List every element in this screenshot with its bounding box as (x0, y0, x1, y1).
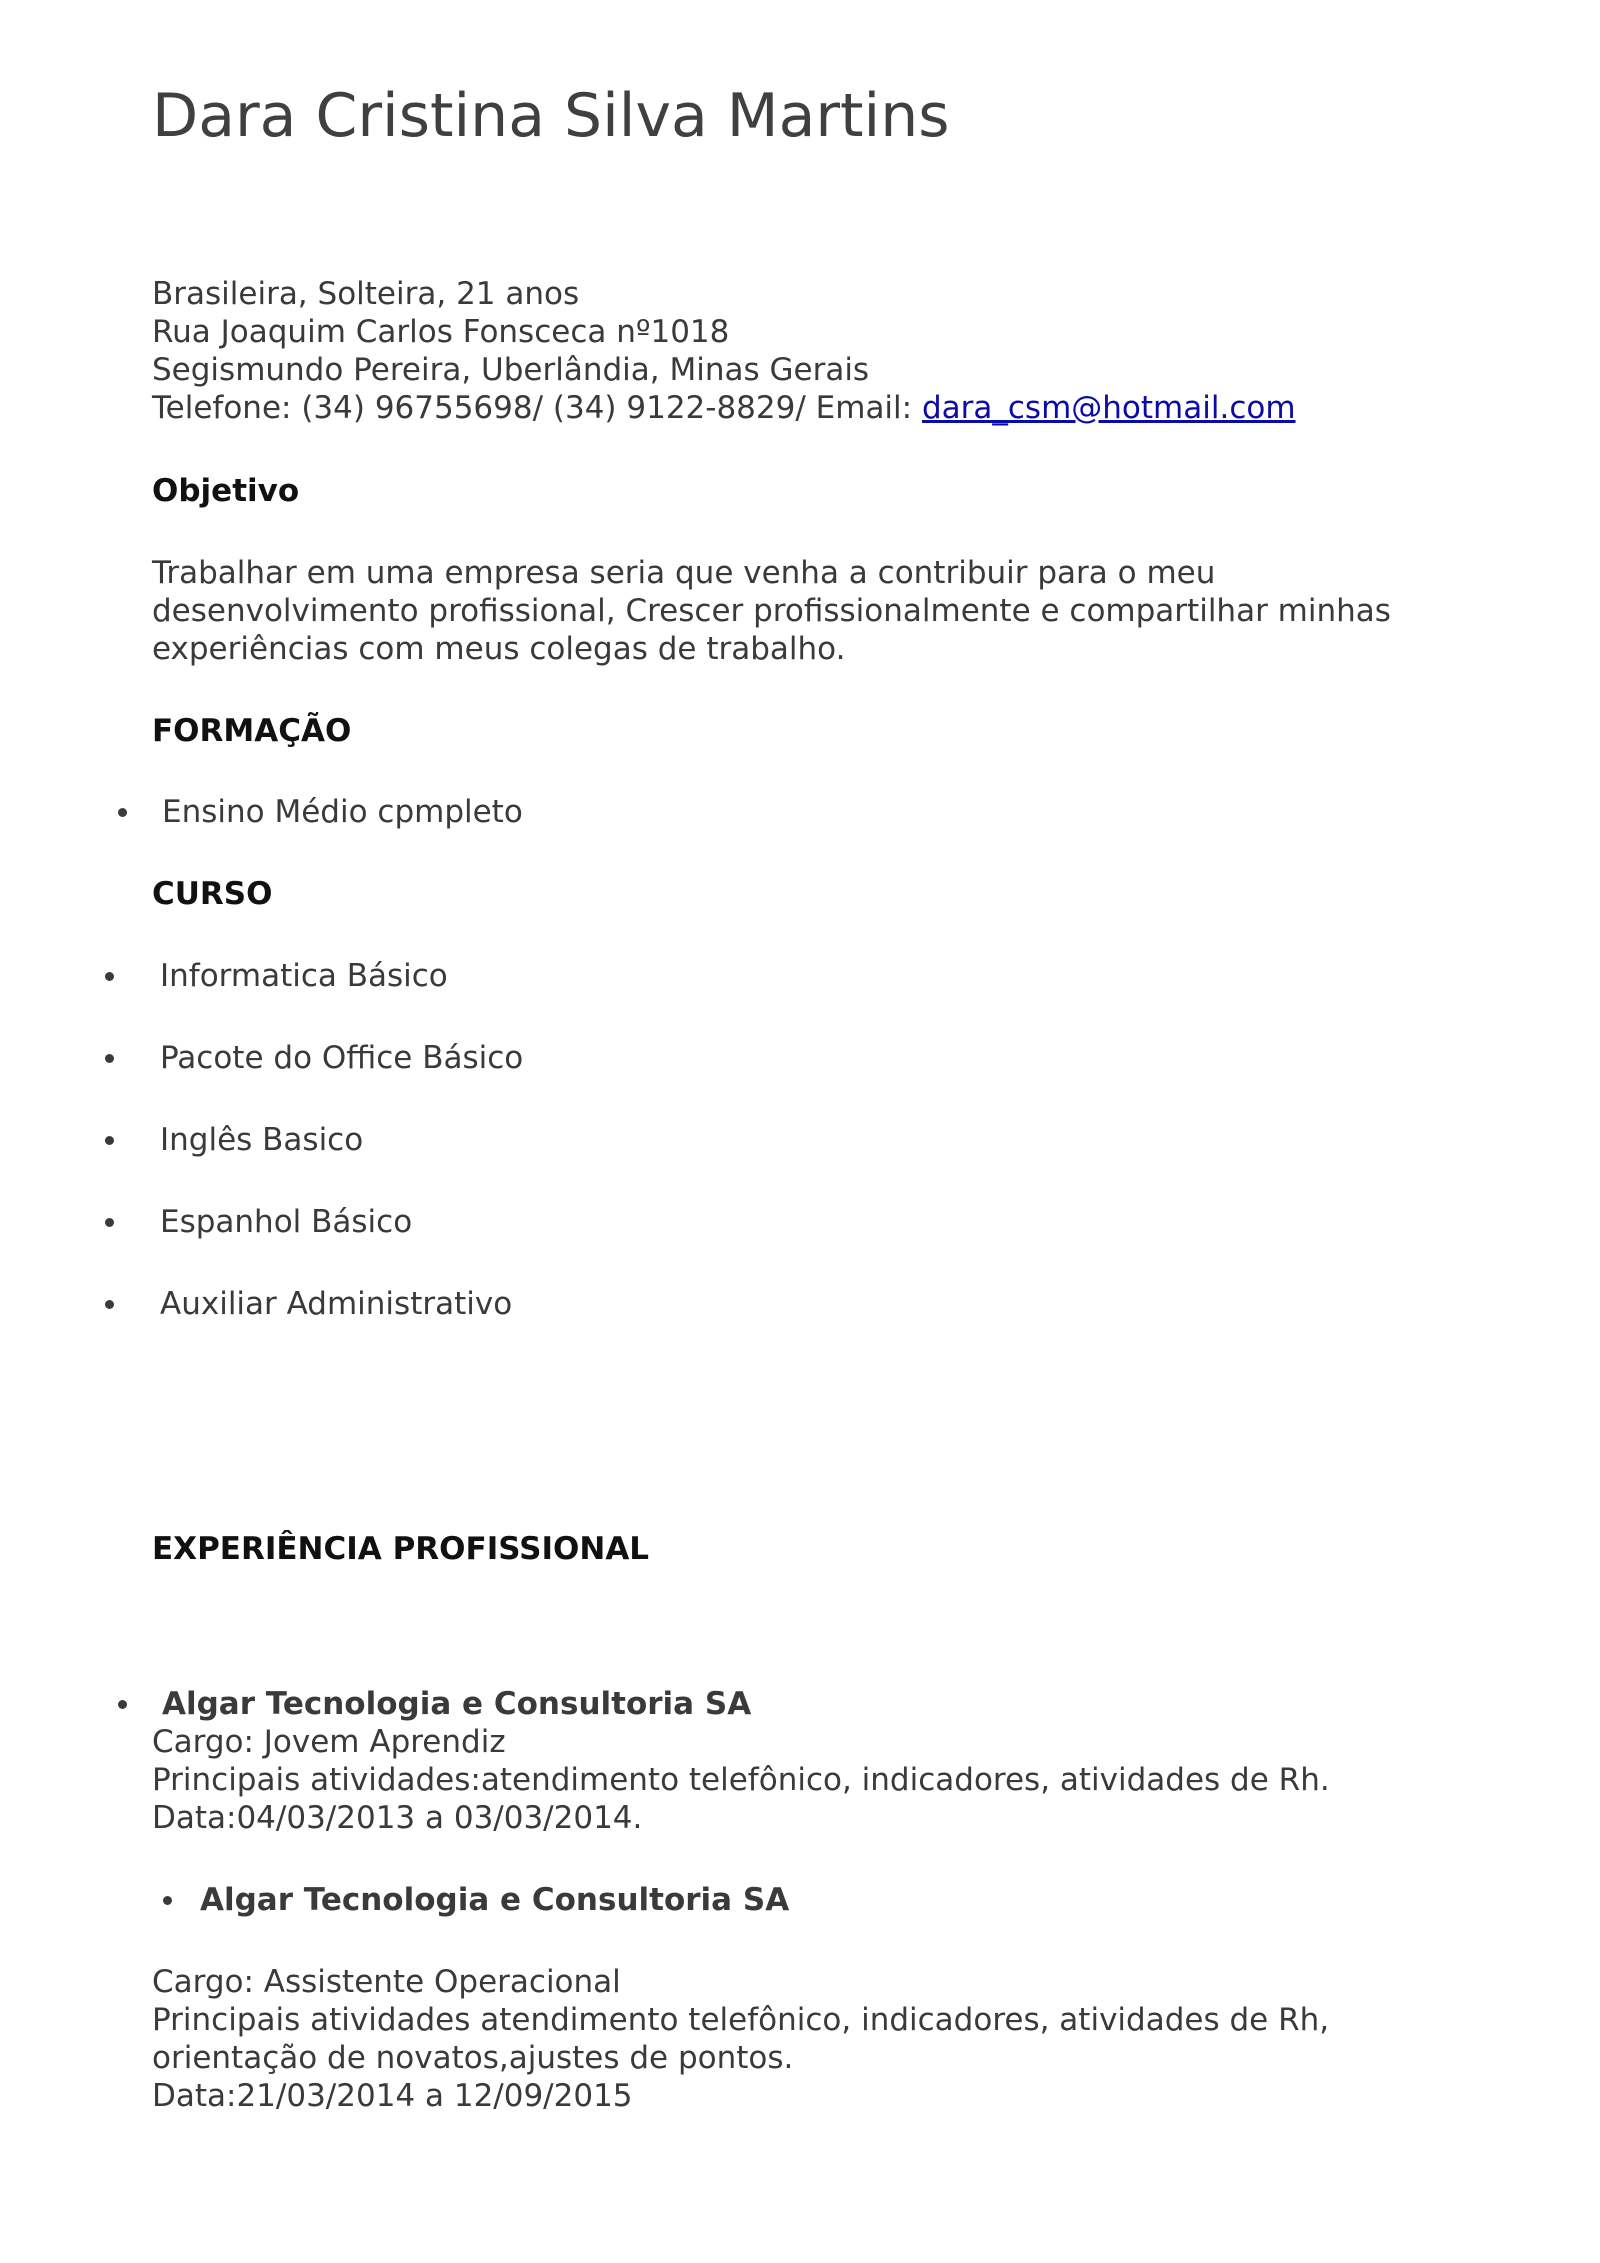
curso-item: Pacote do Office Básico (160, 1040, 524, 1076)
objetivo-heading: Objetivo (152, 473, 300, 509)
curso-heading: CURSO (152, 876, 273, 912)
personal-info-line: Brasileira, Solteira, 21 anos (152, 276, 580, 312)
bullet-icon (105, 972, 114, 981)
curso-item: Auxiliar Administrativo (160, 1286, 513, 1322)
job-line: Principais atividades:atendimento telefônico, indicadores, atividades de Rh. (152, 1762, 1330, 1798)
job-line: Cargo: Jovem Aprendiz (152, 1724, 506, 1760)
job-line: Cargo: Assistente Operacional (152, 1964, 621, 2000)
candidate-name: Dara Cristina Silva Martins (152, 81, 950, 151)
bullet-icon (105, 1136, 114, 1145)
objetivo-text-line: Trabalhar em uma empresa seria que venha a contribuir para o meu (152, 555, 1216, 591)
contact-line (152, 389, 1296, 427)
objetivo-text-line: experiências com meus colegas de trabalho. (152, 631, 846, 667)
curso-item: Informatica Básico (160, 958, 448, 994)
job-line: Data:04/03/2013 a 03/03/2014. (152, 1800, 643, 1836)
formacao-heading: FORMAÇÃO (152, 713, 352, 749)
bullet-icon (163, 1896, 172, 1905)
bullet-icon (118, 1700, 127, 1709)
job-line: orientação de novatos,ajustes de pontos. (152, 2040, 794, 2076)
city-line: Segismundo Pereira, Uberlândia, Minas Gerais (152, 352, 870, 388)
job-line: Principais atividades atendimento telefônico, indicadores, atividades de Rh, (152, 2002, 1330, 2038)
address-line: Rua Joaquim Carlos Fonsceca nº1018 (152, 314, 730, 350)
phone-text: Telefone: (34) 96755698/ (34) 9122-8829/ Email: (152, 390, 922, 426)
bullet-icon (105, 1300, 114, 1309)
email-link[interactable]: dara_csm@hotmail.com (921, 390, 1296, 426)
formacao-item: Ensino Médio cpmpleto (162, 794, 523, 830)
job-company: Algar Tecnologia e Consultoria SA (162, 1686, 752, 1722)
job-company: Algar Tecnologia e Consultoria SA (200, 1882, 790, 1918)
bullet-icon (105, 1218, 114, 1227)
bullet-icon (105, 1054, 114, 1063)
bullet-icon (118, 808, 127, 817)
objetivo-text-line: desenvolvimento profissional, Crescer profissionalmente e compartilhar minhas (152, 593, 1391, 629)
curso-item: Espanhol Básico (160, 1204, 413, 1240)
experiencia-heading: EXPERIÊNCIA PROFISSIONAL (152, 1531, 650, 1567)
curso-item: Inglês Basico (160, 1122, 364, 1158)
job-line: Data:21/03/2014 a 12/09/2015 (152, 2078, 633, 2114)
